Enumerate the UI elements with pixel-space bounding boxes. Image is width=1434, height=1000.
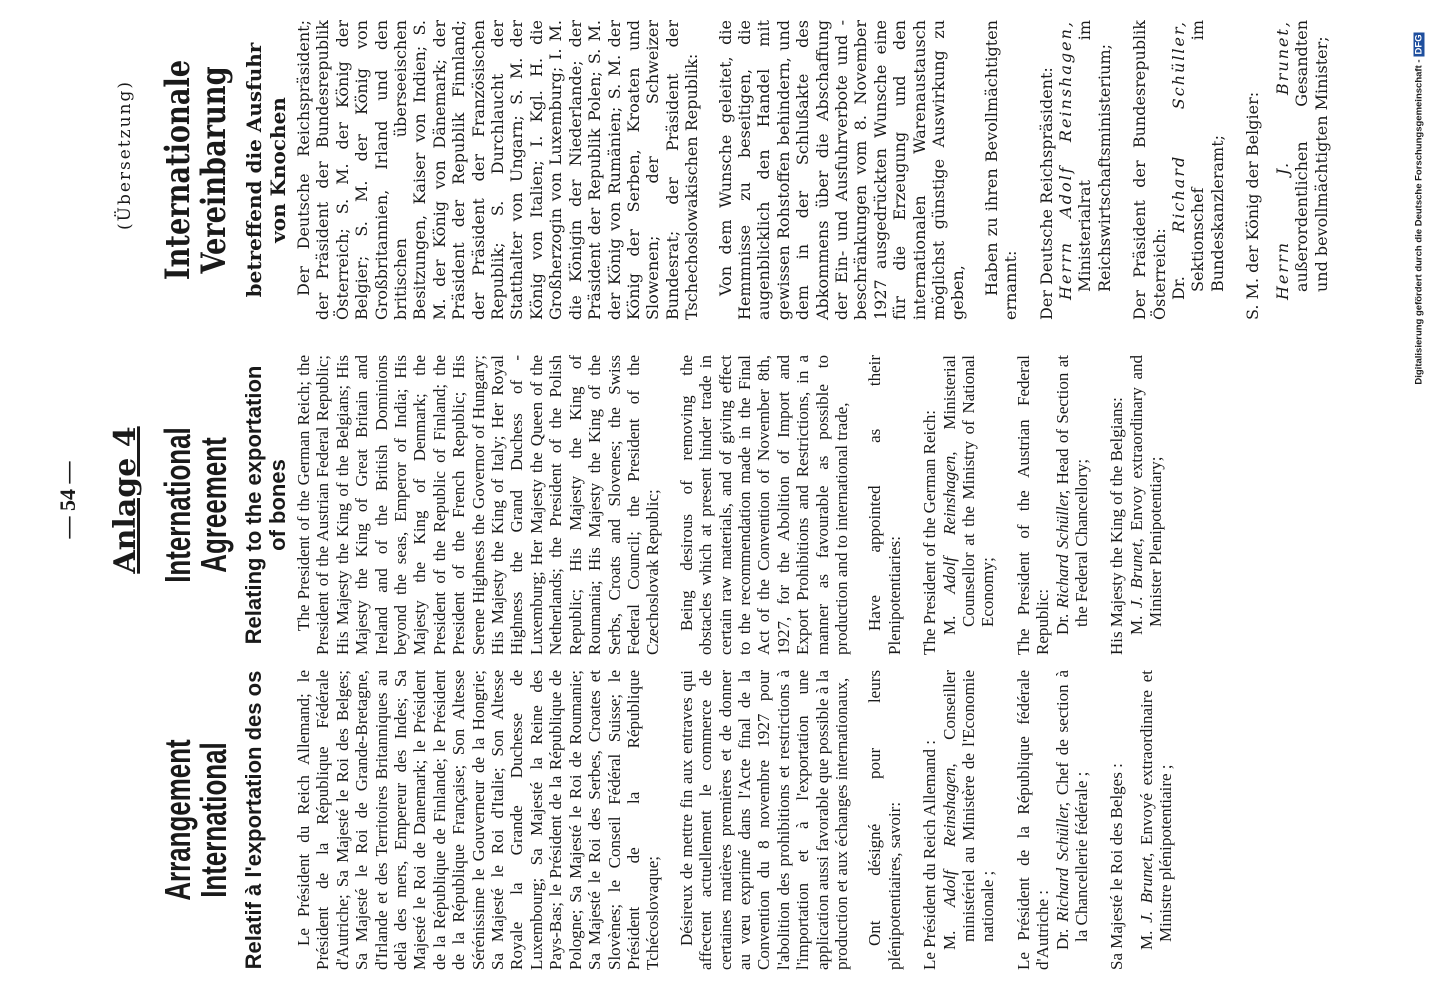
english-austria-name: Richard Schüller, <box>1052 489 1072 609</box>
english-title-line2: Agreement <box>193 437 234 573</box>
french-belgium-prefix: M. <box>1136 930 1156 950</box>
french-preamble: Le Président du Reich Allemand; le Président de la République Fédérale d'Autriche; Sa Majesté le Roi des Belges; Sa Majesté le Roi de Grande-Bretagne, d'Irlande et des Territoires Britanniques au delà des mers, Empereur des Indes; Sa Majesté le Roi de Danemark; le Président de la République de Finlande; le Président de la République Française; Son Altesse Sérénissime le Gouverneur de la Hongrie; Sa Majesté le Roi d'Italie; Son Altesse Royale la Grande Duchesse de Luxembourg; Sa Majesté la Reine des Pays-Bas; le Président de la République de Pologne; Sa Majesté le Roi de Roumanie; Sa Majesté le Roi des Serbes, Croates et Slovènes; le Conseil Fédéral Suisse; le Président de la République Tchécoslovaque; <box>294 670 663 970</box>
page-number: — 54 — <box>55 461 80 539</box>
french-austria-head: Le Président de la République fédérale d'Autriche : <box>1013 670 1053 970</box>
german-delegate-germany <box>1037 20 1115 320</box>
french-germany-title: Conseiller ministériel au Ministère de l'Economie nationale ; <box>939 669 998 942</box>
english-germany-title: Ministerial Counsellor at the Ministry of National Economy; <box>939 355 998 627</box>
french-germany-prefix: M. <box>939 930 959 950</box>
dfg-logo: DFG <box>1413 34 1425 55</box>
french-delegate-belgium <box>1107 670 1175 970</box>
german-germany-name: Herrn Adolf Reinshagen, <box>1056 20 1076 300</box>
digitization-credit: Digitalisierung gefördert durch die Deutsche Forschungsgemeinschaft - <box>1413 59 1425 385</box>
german-austria-name: Richard Schüller, <box>1169 20 1189 233</box>
english-purpose: Being desirous of removing the obstacles which at present hinder trade in certain raw materials, and of giving effect to the recommendation made in the Final Act of the Convention of November 8th, 1927, for the Abolition of Import and Export Prohibitions and Restrictions, in a manner as favourable as possible to production and to international trade, <box>676 355 851 655</box>
french-belgium-head: Sa Majesté le Roi des Belges : <box>1107 763 1127 970</box>
german-germany-title: Ministerialrat im Reichswirtschaftsministerium; <box>1075 20 1114 292</box>
english-belgium-head: His Majesty the King of the Belgians: <box>1107 397 1127 655</box>
digitization-stamp <box>1414 8 1430 398</box>
english-germany-head: The President of the German Reich: <box>920 409 940 655</box>
english-title-line1: International <box>157 427 198 583</box>
german-title-line2: Vereinbarung <box>194 66 234 274</box>
german-column <box>160 20 1331 320</box>
french-belgium-title: Envoyé extraordinaire et Ministre plénipotentiaire ; <box>1136 670 1176 942</box>
french-purpose: Désireux de mettre fin aux entraves qui affectent actuellement le commerce de certaines matières premières et de donner au vœu exprimé dans l'Acte final de la Convention du 8 novembre 1927 pour l'abolition des prohibitions et restrictions à l'importation et à l'exportation une application aussi favorable que possible à la production et aux échanges internationaux, <box>676 670 851 970</box>
german-belgium-title: außerordentlichen Gesandten und bevollmächtigten Minister; <box>1292 20 1331 292</box>
french-delegate-austria <box>1014 670 1092 970</box>
english-austria-prefix: Dr. <box>1052 613 1072 635</box>
german-austria-head: Der Präsident der Bundesrepublik Österreich: <box>1130 20 1169 320</box>
german-austria-prefix: Dr. <box>1169 276 1189 300</box>
english-appointment: Have appointed as their Plenipotentiaries: <box>865 355 904 655</box>
german-appointment: Haben zu ihren Bevollmächtigten ernannt: <box>981 20 1021 320</box>
english-column <box>157 354 1166 655</box>
english-delegate-belgium <box>1107 355 1165 655</box>
german-germany-head: Der Deutsche Reichspräsident: <box>1036 67 1056 320</box>
english-germany-name: Adolf Reinshagen, <box>939 451 959 594</box>
german-subtitle: betreffend die Ausfuhr von Knochen <box>242 42 290 298</box>
translation-note: (Übersetzung) <box>115 80 135 231</box>
french-subtitle: Relatif à l'exportation des os <box>241 670 266 970</box>
french-title-line2: International <box>193 742 234 898</box>
english-belgium-title: Envoy extraordinary and Minister Plenipotentiary; <box>1126 355 1166 627</box>
english-belgium-name: J. Brunet, <box>1126 538 1146 609</box>
english-subtitle: Relating to the exportation of bones <box>241 365 290 645</box>
french-austria-prefix: Dr. <box>1052 928 1072 950</box>
german-austria-title: Sektionschef im Bundeskanzleramt; <box>1188 20 1227 292</box>
german-preamble: Der Deutsche Reichspräsident; der Präsident der Bundesrepublik Österreich; S. M. der König der Belgier; S. M. der König von Großbritannien, Irland und den britischen überseeischen Besitzungen, Kaiser von Indien; S. M. der König von Dänemark; der Präsident der Republik Finnland; der Präsident der Französischen Republik; S. Durchlaucht der Statthalter von Ungarn; S. M. der König von Italien; I. Kgl. H. die Großherzogin von Luxemburg; I. M. die Königin der Niederlande; der Präsident der Republik Polen; S. M. der König von Rumänien; S. M. der König der Serben, Kroaten und Slowenen; der Schweizer Bundesrat; der Präsident der Tschechoslowakischen Republik: <box>294 20 702 320</box>
german-delegate-austria <box>1130 20 1227 320</box>
english-germany-prefix: M. <box>939 615 959 635</box>
english-delegate-austria <box>1014 355 1092 655</box>
french-germany-name: Adolf Reinshagen, <box>939 763 959 908</box>
french-austria-title: Chef de section à la Chancellerie fédérale ; <box>1052 669 1092 942</box>
french-delegate-germany <box>920 670 998 970</box>
french-germany-head: Le Président du Reich Allemand : <box>920 740 940 970</box>
german-delegate-belgium <box>1243 20 1331 320</box>
french-title-line1: Arrangement <box>157 739 198 901</box>
french-appointment: Ont désigné pour leurs plénipotentiaires, savoir: <box>865 670 904 970</box>
english-austria-head: The President of the Austrian Federal Republic: <box>1013 355 1053 655</box>
french-belgium-name: J. Brunet, <box>1136 852 1156 923</box>
english-austria-title: Head of Section at the Federal Chancellory; <box>1052 354 1092 627</box>
french-austria-name: Richard Schüller, <box>1052 801 1072 922</box>
english-preamble: The President of the German Reich; the President of the Austrian Federal Republic; His Majesty the King of the Belgians; His Majesty the King of Great Britain and Ireland and of the British Dominions beyond the seas, Emperor of India; His Majesty the King of Denmark; the President of the Republic of Finland; the President of the French Republic; His Serene Highness the Governor of Hungary; His Majesty the King of Italy; Her Royal Highness the Grand Duchess of -Luxemburg; Her Majesty the Queen of the Netherlands; the President of the Polish Republic; His Majesty the King of Roumania; His Majesty the King of the Serbs, Croats and Slovenes; the Swiss Federal Council; the President of the Czechoslovak Republic; <box>294 355 663 655</box>
french-column <box>157 669 1176 970</box>
english-delegate-germany <box>920 355 998 655</box>
annex-heading: Anlage 4 <box>108 426 143 574</box>
english-belgium-prefix: M. <box>1126 615 1146 635</box>
german-belgium-name: Herrn J. Brunet, <box>1272 20 1292 300</box>
german-purpose: Von dem Wunsche geleitet, die Hemmnisse zu beseitigen, die augenblicklich den Handel mit gewissen Rohstoffen behindern, und dem in der Schlußakte des Abkommens über die Abschaffung der Ein- und Ausfuhrverbote und -beschränkungen vom 8. November 1927 ausgedrückten Wunsche eine für die Erzeugung und den internationalen Warenaustausch möglichst günstige Auswirkung zu geben, <box>715 20 968 320</box>
german-title-line1: Internationale <box>158 59 198 281</box>
german-belgium-head: S. M. der König der Belgier: <box>1243 91 1263 320</box>
